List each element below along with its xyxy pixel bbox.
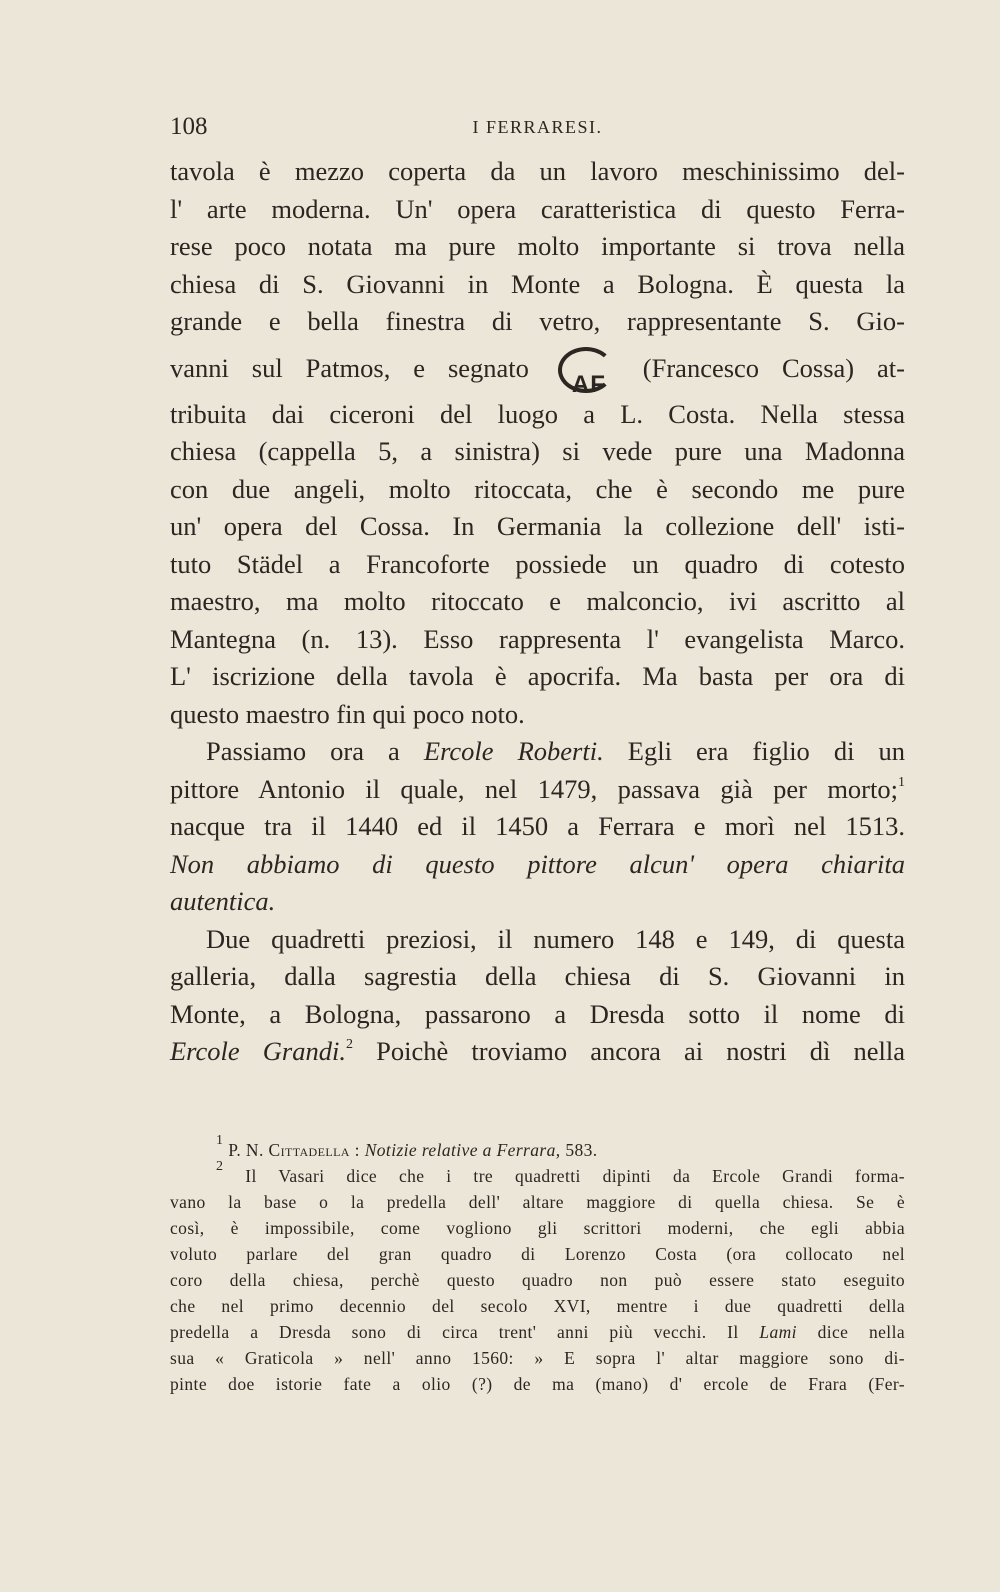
footnote-text: dice nella bbox=[817, 1322, 905, 1342]
text-line: grande e bella finestra di vetro, rappresentante S. Gio- bbox=[170, 306, 905, 336]
footnote-mark: 1 bbox=[216, 1133, 224, 1148]
text-line: Mantegna (n. 13). Esso rappresenta l' evangelista Marco. bbox=[170, 623, 905, 654]
text-line bbox=[170, 771, 905, 809]
footnote-page: 583. bbox=[565, 1140, 598, 1160]
text-line: un' opera del Cossa. In Germania la collezione dell' isti- bbox=[170, 511, 905, 541]
text-line-italic: autentica. bbox=[170, 886, 276, 916]
text-line: questo maestro fin qui poco noto. bbox=[170, 698, 525, 729]
paragraph-start: Due quadretti preziosi, il numero 148 e 149, di questa bbox=[206, 923, 905, 954]
text-line: tribuita dai ciceroni del luogo a L. Costa. Nella stessa bbox=[170, 398, 905, 429]
text-line: l' arte moderna. Un' opera caratteristica di questo Ferra- bbox=[170, 193, 905, 224]
footnote-title: Notizie relative a Ferrara, bbox=[364, 1140, 561, 1160]
text-line: Monte, a Bologna, passarono a Dresda sotto il nome di bbox=[170, 998, 905, 1029]
footnote-2-line: coro della chiesa, perchè questo quadro non può essere stato eseguito bbox=[170, 1270, 905, 1290]
footnote-name: Lami bbox=[759, 1322, 797, 1342]
footnote-2-line: voluto parlare del gran quadro di Lorenzo Costa (ora collocato nel bbox=[170, 1244, 905, 1264]
page-header bbox=[170, 113, 905, 143]
running-title: I FERRARESI. bbox=[472, 117, 603, 137]
text-line: nacque tra il 1440 ed il 1450 a Ferrara e morì nel 1513. bbox=[170, 811, 905, 841]
text-line-with-monogram bbox=[170, 341, 905, 399]
text-line-italic: Non abbiamo di questo pittore alcun' opera chiarita bbox=[170, 848, 905, 879]
text-line: L' iscrizione della tavola è apocrifa. Ma basta per ora di bbox=[170, 661, 905, 691]
footnote-ref: 1 bbox=[898, 774, 905, 790]
text-segment: Egli era figlio di un bbox=[627, 736, 906, 766]
text-segment: vanni sul Patmos, e segnato bbox=[170, 352, 529, 383]
text-line: con due angeli, molto ritoccata, che è secondo me pure bbox=[170, 473, 905, 504]
artist-name: Ercole Roberti. bbox=[423, 736, 604, 766]
footnote-ref: 2 bbox=[345, 1037, 353, 1052]
text-segment: (Francesco Cossa) at- bbox=[642, 352, 905, 383]
text-line: tavola è mezzo coperta da un lavoro meschinissimo del- bbox=[170, 156, 905, 186]
text-line: tuto Städel a Francoforte possiede un quadro di cotesto bbox=[170, 548, 905, 579]
footnote-text: predella a Dresda sono di circa trent' anni più vecchi. Il bbox=[170, 1322, 739, 1342]
page-number: 108 bbox=[170, 113, 208, 140]
text-line: galleria, dalla sagrestia della chiesa di S. Giovanni in bbox=[170, 961, 905, 991]
footnote-2-line: vano la base o la predella dell' altare maggiore di quella chiesa. Se è bbox=[170, 1192, 905, 1212]
text-segment: Passiamo ora a bbox=[206, 736, 400, 766]
text-line bbox=[170, 1033, 905, 1071]
text-line: chiesa di S. Giovanni in Monte a Bologna. È questa la bbox=[170, 268, 905, 299]
footnotes bbox=[170, 1133, 905, 1397]
body-text bbox=[170, 153, 905, 1071]
footnote-2-line: pinte doe istorie fate a olio (?) de ma (mano) d' ercole de Frara (Fer- bbox=[170, 1374, 905, 1394]
footnote-2-line bbox=[170, 1159, 905, 1189]
footnote-2-line bbox=[170, 1319, 905, 1345]
cossa-monogram-icon: AF bbox=[558, 347, 614, 393]
artist-name: Ercole Grandi. bbox=[170, 1036, 346, 1066]
text-segment: pittore Antonio il quale, nel 1479, passava già per morto; bbox=[170, 773, 898, 804]
footnote-2-line: sua « Graticola » nell' anno 1560: » E sopra l' altar maggiore sono di- bbox=[170, 1348, 905, 1368]
footnote-1 bbox=[170, 1133, 905, 1163]
footnote-text: Il Vasari dice che i tre quadretti dipinti da Ercole Grandi forma- bbox=[245, 1166, 905, 1186]
paragraph-start bbox=[170, 733, 905, 771]
text-line: chiesa (cappella 5, a sinistra) si vede pure una Madonna bbox=[170, 436, 905, 466]
footnote-2-line: così, è impossibile, come vogliono gli scrittori moderni, che egli abbia bbox=[170, 1218, 905, 1238]
footnote-2-line: che nel primo decennio del secolo XVI, mentre i due quadretti della bbox=[170, 1296, 905, 1316]
text-line: maestro, ma molto ritoccato e malconcio, ivi ascritto al bbox=[170, 586, 905, 616]
text-segment: Poichè troviamo ancora ai nostri dì nella bbox=[376, 1036, 906, 1066]
footnote-author: P. N. Cittadella : bbox=[228, 1140, 360, 1160]
footnote-mark: 2 bbox=[216, 1159, 224, 1174]
text-line: rese poco notata ma pure molto importante si trova nella bbox=[170, 231, 905, 261]
